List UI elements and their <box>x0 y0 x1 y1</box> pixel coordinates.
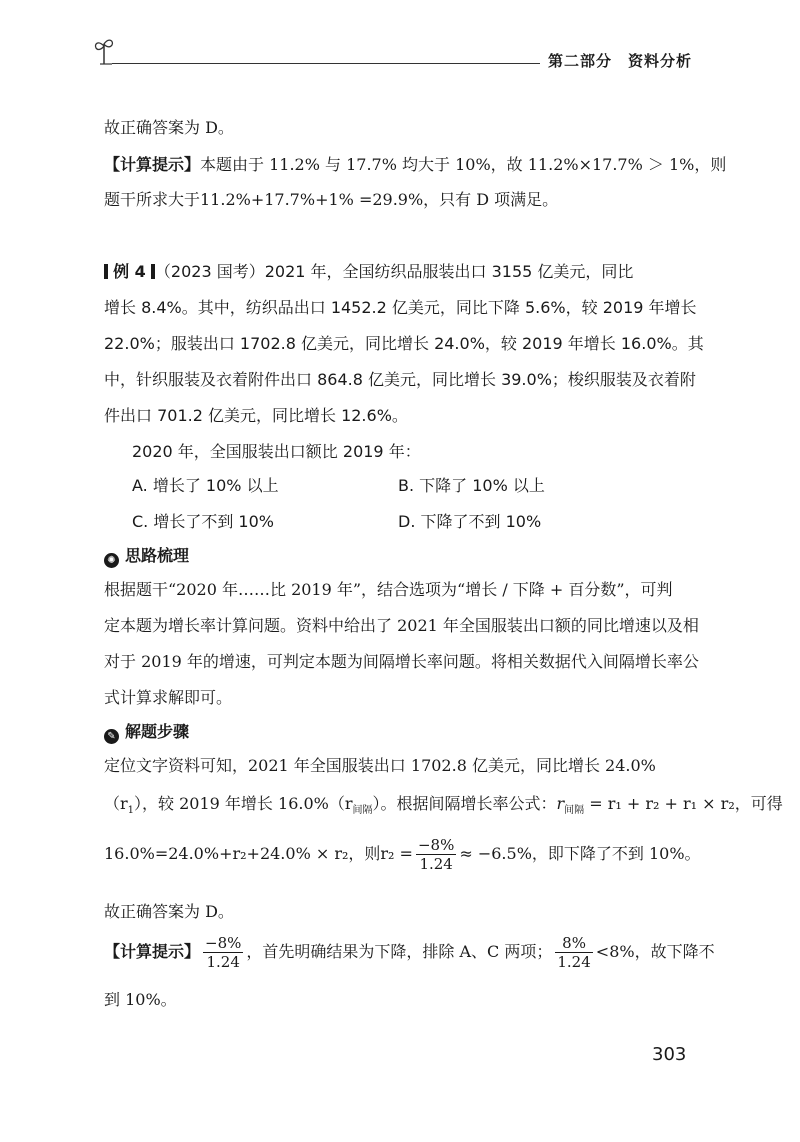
analysis-line2: 定本题为增长率计算问题。资料中给出了 2021 年全国服装出口额的同比增速以及相 <box>104 616 699 635</box>
analysis-line1: 根据题干“2020 年……比 2019 年”，结合选项为“增长 / 下降 + 百分数”，可判 <box>104 580 673 599</box>
section-title: 第二部分 资料分析 <box>548 52 693 70</box>
analysis-line4: 式计算求解即可。 <box>104 688 233 707</box>
example-label: 例 4 <box>113 262 146 281</box>
example-line3: 22.0%；服装出口 1702.8 亿美元，同比增长 24.0%，较 2019 年增长 16.0%。其 <box>104 334 704 353</box>
example-line2: 增长 8.4%。其中，纺织品出口 1452.2 亿美元，同比下降 5.6%，较 2019 年增长 <box>104 298 697 317</box>
answer-line: 故正确答案为 D。 <box>104 118 234 137</box>
solution-answer: 故正确答案为 D。 <box>104 902 234 921</box>
option-b[interactable]: B. 下降了 10% 以上 <box>398 476 545 495</box>
solution-line3: 16.0%=24.0%+r₂+24.0% × r₂，则r₂ = $\frac{-8\%}{1.24}$ ≈ −6.5%，即下降了不到 10%。 <box>104 836 701 873</box>
option-d[interactable]: D. 下降了不到 10% <box>398 512 542 531</box>
solution-heading: ✎ 解题步骤 <box>104 722 189 744</box>
analysis-line3: 对于 2019 年的增速，可判定本题为间隔增长率问题。将相关数据代入间隔增长率公 <box>104 652 699 671</box>
solution-line1: 定位文字资料可知，2021 年全国服装出口 1702.8 亿美元，同比增长 24.0% <box>104 756 656 775</box>
calc-hint-line2: 题干所求大于11.2%+17.7%+1% =29.9%，只有 D 项满足。 <box>104 190 559 209</box>
fraction: $\frac{8\%}{1.24}$ <box>557 934 591 971</box>
pencil-icon: ✎ <box>104 729 119 744</box>
question-stem: 2020 年，全国服装出口额比 2019 年： <box>132 442 421 461</box>
bottom-hint-line2: 到 10%。 <box>104 990 177 1009</box>
example-line1: 例 4 （2023 国考）2021 年，全国纺织品服装出口 3155 亿美元，同比 <box>104 262 700 282</box>
example-line5: 件出口 701.2 亿美元，同比增长 12.6%。 <box>104 406 408 425</box>
calc-hint-text: 本题由于 11.2% 与 17.7% 均大于 10%，故 11.2%×17.7% ＞ 1%，则 <box>200 155 727 174</box>
solution-line2: $(r_1)$，较 2019 年增长 $16.0\%(r_{间隔})$。根据间隔增长率公式：$r_{间隔} = r_1 + r_2 + r_1 \times r_2$，可得 <box>104 794 783 817</box>
header-rule <box>112 63 540 64</box>
option-c[interactable]: C. 增长了不到 10% <box>132 512 274 531</box>
calc-hint-tag: 【计算提示】 <box>104 155 201 174</box>
bar-icon <box>104 264 108 279</box>
fraction: $\frac{-8\%}{1.24}$ <box>205 934 242 971</box>
calc-hint-tag: 【计算提示】 <box>104 942 201 961</box>
option-a[interactable]: A. 增长了 10% 以上 <box>132 476 279 495</box>
lightbulb-icon: ✺ <box>104 553 119 568</box>
analysis-heading: ✺ 思路梳理 <box>104 546 189 568</box>
page-number: 303 <box>652 1044 687 1065</box>
sprout-icon <box>92 34 116 66</box>
example-line4: 中，针织服装及衣着附件出口 864.8 亿美元，同比增长 39.0%；梭织服装及衣着附 <box>104 370 696 389</box>
fraction: $\frac{-8\%}{1.24}$ <box>417 836 455 873</box>
calc-hint-line1 <box>104 155 727 175</box>
bottom-hint-line1: 【计算提示】 $\frac{-8\%}{1.24}$ ，首先明确结果为下降，排除 A、C 两项； $\frac{8\%}{1.24}$ <8%，故下降不 <box>104 934 715 971</box>
